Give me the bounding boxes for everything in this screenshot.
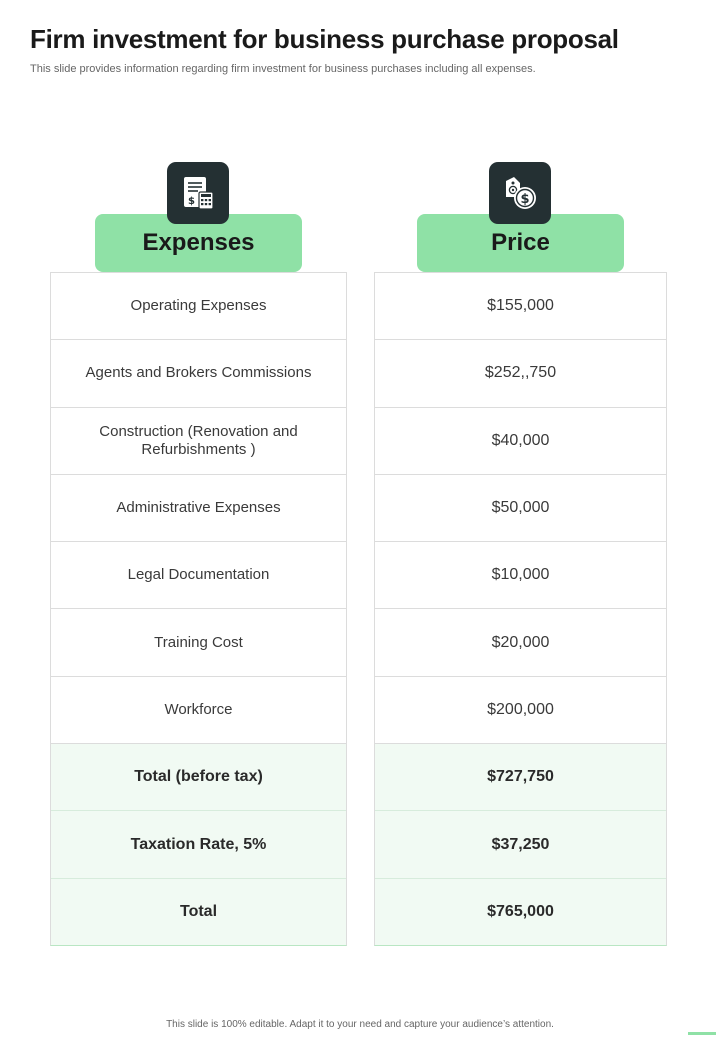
expense-cell: Construction (Renovation and Refurbishments ) xyxy=(51,408,346,475)
expenses-column xyxy=(50,272,347,946)
price-cell: $252,,750 xyxy=(375,340,666,407)
grand-total-value: $765,000 xyxy=(375,879,666,945)
svg-text:$: $ xyxy=(520,192,530,207)
price-tag-dollar-icon xyxy=(489,162,551,224)
expense-cell: Agents and Brokers Commissions xyxy=(51,340,346,407)
expense-cell: Operating Expenses xyxy=(51,273,346,340)
expenses-header: Expenses xyxy=(95,214,302,272)
subtotal-label: Total (before tax) xyxy=(51,744,346,811)
grand-total-label: Total xyxy=(51,879,346,945)
tax-rate-label: Taxation Rate, 5% xyxy=(51,811,346,878)
svg-text:$: $ xyxy=(188,196,195,207)
price-cell: $50,000 xyxy=(375,475,666,542)
price-cell: $10,000 xyxy=(375,542,666,609)
corner-accent xyxy=(688,1032,716,1035)
price-cell: $40,000 xyxy=(375,408,666,475)
expense-cell: Administrative Expenses xyxy=(51,475,346,542)
expense-cell: Training Cost xyxy=(51,609,346,676)
page-title: Firm investment for business purchase proposal xyxy=(30,24,619,54)
subtotal-value: $727,750 xyxy=(375,744,666,811)
price-cell: $20,000 xyxy=(375,609,666,676)
expense-cell: Workforce xyxy=(51,677,346,744)
expense-calculator-icon xyxy=(167,162,229,224)
price-cell: $200,000 xyxy=(375,677,666,744)
price-cell: $155,000 xyxy=(375,273,666,340)
footer-note: This slide is 100% editable. Adapt it to your need and capture your audience’s attention. xyxy=(166,1019,554,1030)
expense-cell: Legal Documentation xyxy=(51,542,346,609)
tax-value: $37,250 xyxy=(375,811,666,878)
price-column xyxy=(374,272,667,946)
price-header: Price xyxy=(417,214,624,272)
page-subtitle: This slide provides information regarding firm investment for business purchases including all expenses. xyxy=(30,63,536,75)
